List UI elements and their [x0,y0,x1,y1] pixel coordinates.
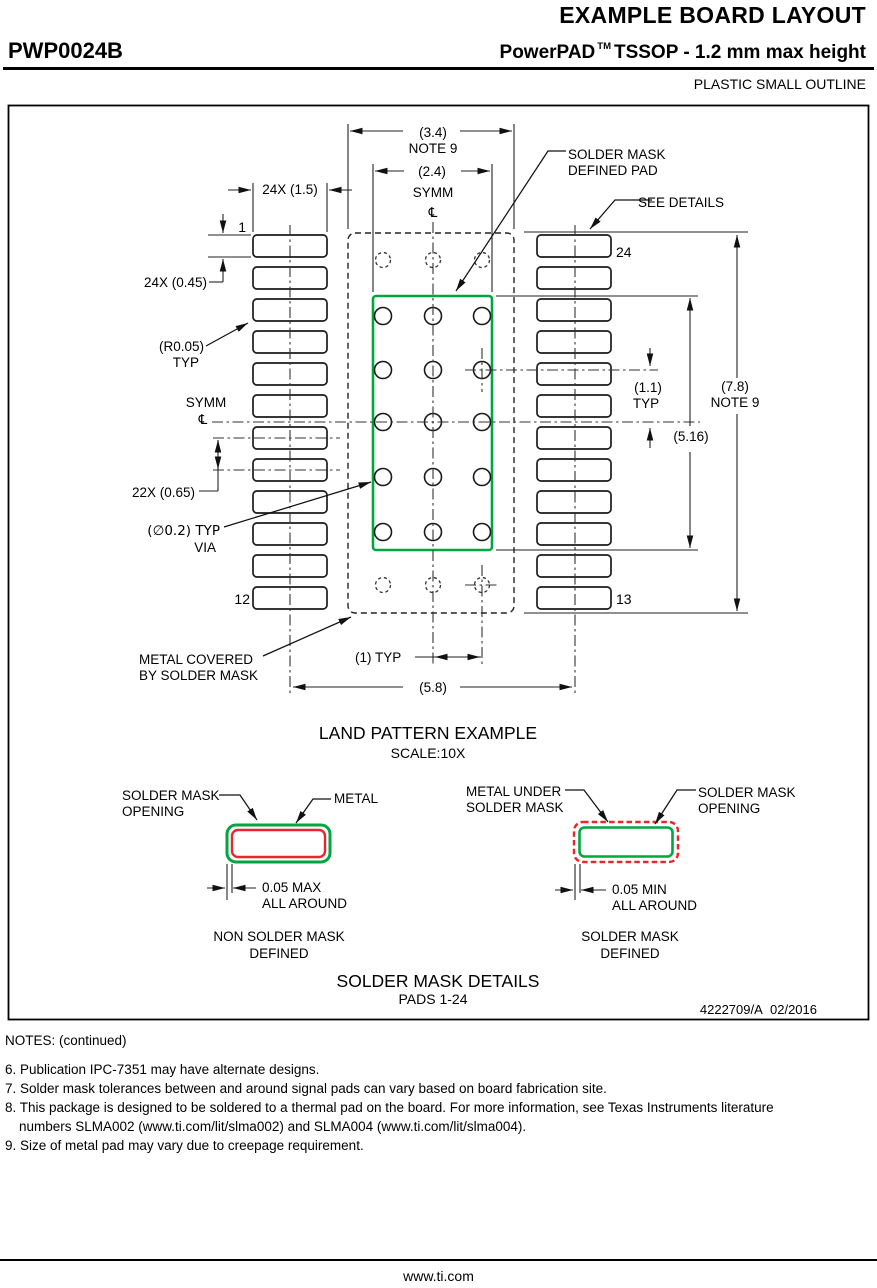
dr-dim-label: 0.05 MIN [612,882,667,897]
pin-13-label: 13 [616,591,632,607]
via-diameter-label: (∅0.2) TYP [147,523,220,539]
dim-pitch-label: 22X (0.65) [131,485,195,500]
centerline-symbol-top: ℄ [428,205,438,221]
via [375,308,392,325]
via [375,524,392,541]
note-6: 6. Publication IPC-7351 may have alternate designs. [5,1062,320,1077]
signal-pad [537,427,611,449]
via [375,469,392,486]
trademark-symbol: TM [597,41,611,52]
pin-1-label: 1 [238,219,246,235]
dl-dim-label-2: ALL AROUND [262,896,348,911]
signal-pad [537,587,611,609]
dr-opening-label-1: SOLDER MASK [698,785,796,800]
via [474,469,491,486]
note-9: 9. Size of metal pad may vary due to creepage requirement. [5,1138,364,1153]
drawing-labels [132,125,759,761]
details-subtitle: PADS 1-24 [398,991,468,1007]
dr-caption-1: SOLDER MASK [581,929,679,944]
pin-12-label: 12 [234,591,250,607]
dl-dim-label: 0.05 MAX [262,880,322,895]
footer-url: www.ti.com [403,1268,474,1284]
details-title: SOLDER MASK DETAILS [336,971,540,991]
dim-via-pitch-typ: TYP [632,396,660,411]
via [474,308,491,325]
dim-radius-typ: TYP [172,355,199,370]
solder-mask-defined-pad-label-1: SOLDER MASK [568,147,666,162]
drawing-border [9,106,869,1020]
document-number: 4222709/A 02/2016 [699,1002,817,1017]
signal-pad [537,491,611,513]
metal-covered-label-2: BY SOLDER MASK [139,668,259,683]
signal-pad [537,395,611,417]
dr-dim-label-2: ALL AROUND [612,898,698,913]
page-title: EXAMPLE BOARD LAYOUT [559,2,866,28]
centerline-symbol-left: ℄ [198,412,208,428]
dim-radius-label: (R0.05) [158,339,204,354]
dim-5-8-label: (5.8) [419,680,447,695]
footer-rule [0,1259,877,1261]
dim-3-4-label: (3.4) [419,125,447,140]
dr-metal-label-2: SOLDER MASK [466,800,564,815]
note-8: 8. This package is designed to be soldered to a thermal pad on the board. For more information, see Texas Instruments literature [5,1100,774,1115]
symm-top-label: SYMM [412,185,454,200]
via-under-mask [376,578,391,593]
package-code: PWP0024B [8,38,123,63]
signal-pad [537,363,611,385]
dim-7-8-note: NOTE 9 [710,395,760,410]
signal-pad [537,523,611,545]
dl-metal-label: METAL [334,791,379,806]
solder-mask-defined-pad-label-2: DEFINED PAD [568,163,658,178]
detail-labels [122,784,817,1017]
dim-1-typ-label: (1) TYP [355,650,402,665]
note-7: 7. Solder mask tolerances between and around signal pads can vary based on board fabrication site. [5,1081,607,1096]
symm-left-label: SYMM [185,395,227,410]
land-pattern-caption: LAND PATTERN EXAMPLE [318,723,538,743]
dim-2-4-label: (2.4) [418,164,446,179]
dim-pad-width-label: 24X (1.5) [262,182,318,197]
smd-mask-opening-shape [580,828,673,857]
note-8-continued: numbers SLMA002 (www.ti.com/lit/slma002) and SLMA004 (www.ti.com/lit/slma004). [19,1119,527,1134]
pin-24-label: 24 [616,244,632,260]
notes-heading: NOTES: (continued) [5,1033,127,1048]
dr-metal-label-1: METAL UNDER [466,784,562,799]
dl-opening-label-2: OPENING [122,804,185,819]
signal-pad [537,459,611,481]
dl-caption-2: DEFINED [249,946,309,961]
signal-pad [537,267,611,289]
dim-via-pitch-label: (1.1) [634,380,662,395]
dim-3-4-note: NOTE 9 [408,141,458,156]
nsmd-metal-shape [232,830,325,857]
dim-pad-height-label: 24X (0.45) [143,275,207,290]
signal-pad [537,331,611,353]
metal-covered-label-1: METAL COVERED [139,652,254,667]
via-label: VIA [194,540,216,555]
dl-opening-label-1: SOLDER MASK [122,788,220,803]
brand-name: PowerPAD [499,42,596,63]
signal-pad [537,235,611,257]
via [375,362,392,379]
via [474,524,491,541]
via-under-mask [376,253,391,268]
dim-5-16-label: (5.16) [673,429,709,444]
dim-7-8-label: (7.8) [721,379,749,394]
scale-label: SCALE:10X [390,745,466,761]
package-family: PLASTIC SMALL OUTLINE [693,76,866,92]
package-description: TSSOP - 1.2 mm max height [613,42,866,63]
dr-opening-label-2: OPENING [698,801,761,816]
signal-pad [537,299,611,321]
see-details-label: SEE DETAILS [638,195,725,210]
signal-pad [537,555,611,577]
dr-caption-2: DEFINED [600,946,660,961]
dl-caption-1: NON SOLDER MASK [213,929,345,944]
